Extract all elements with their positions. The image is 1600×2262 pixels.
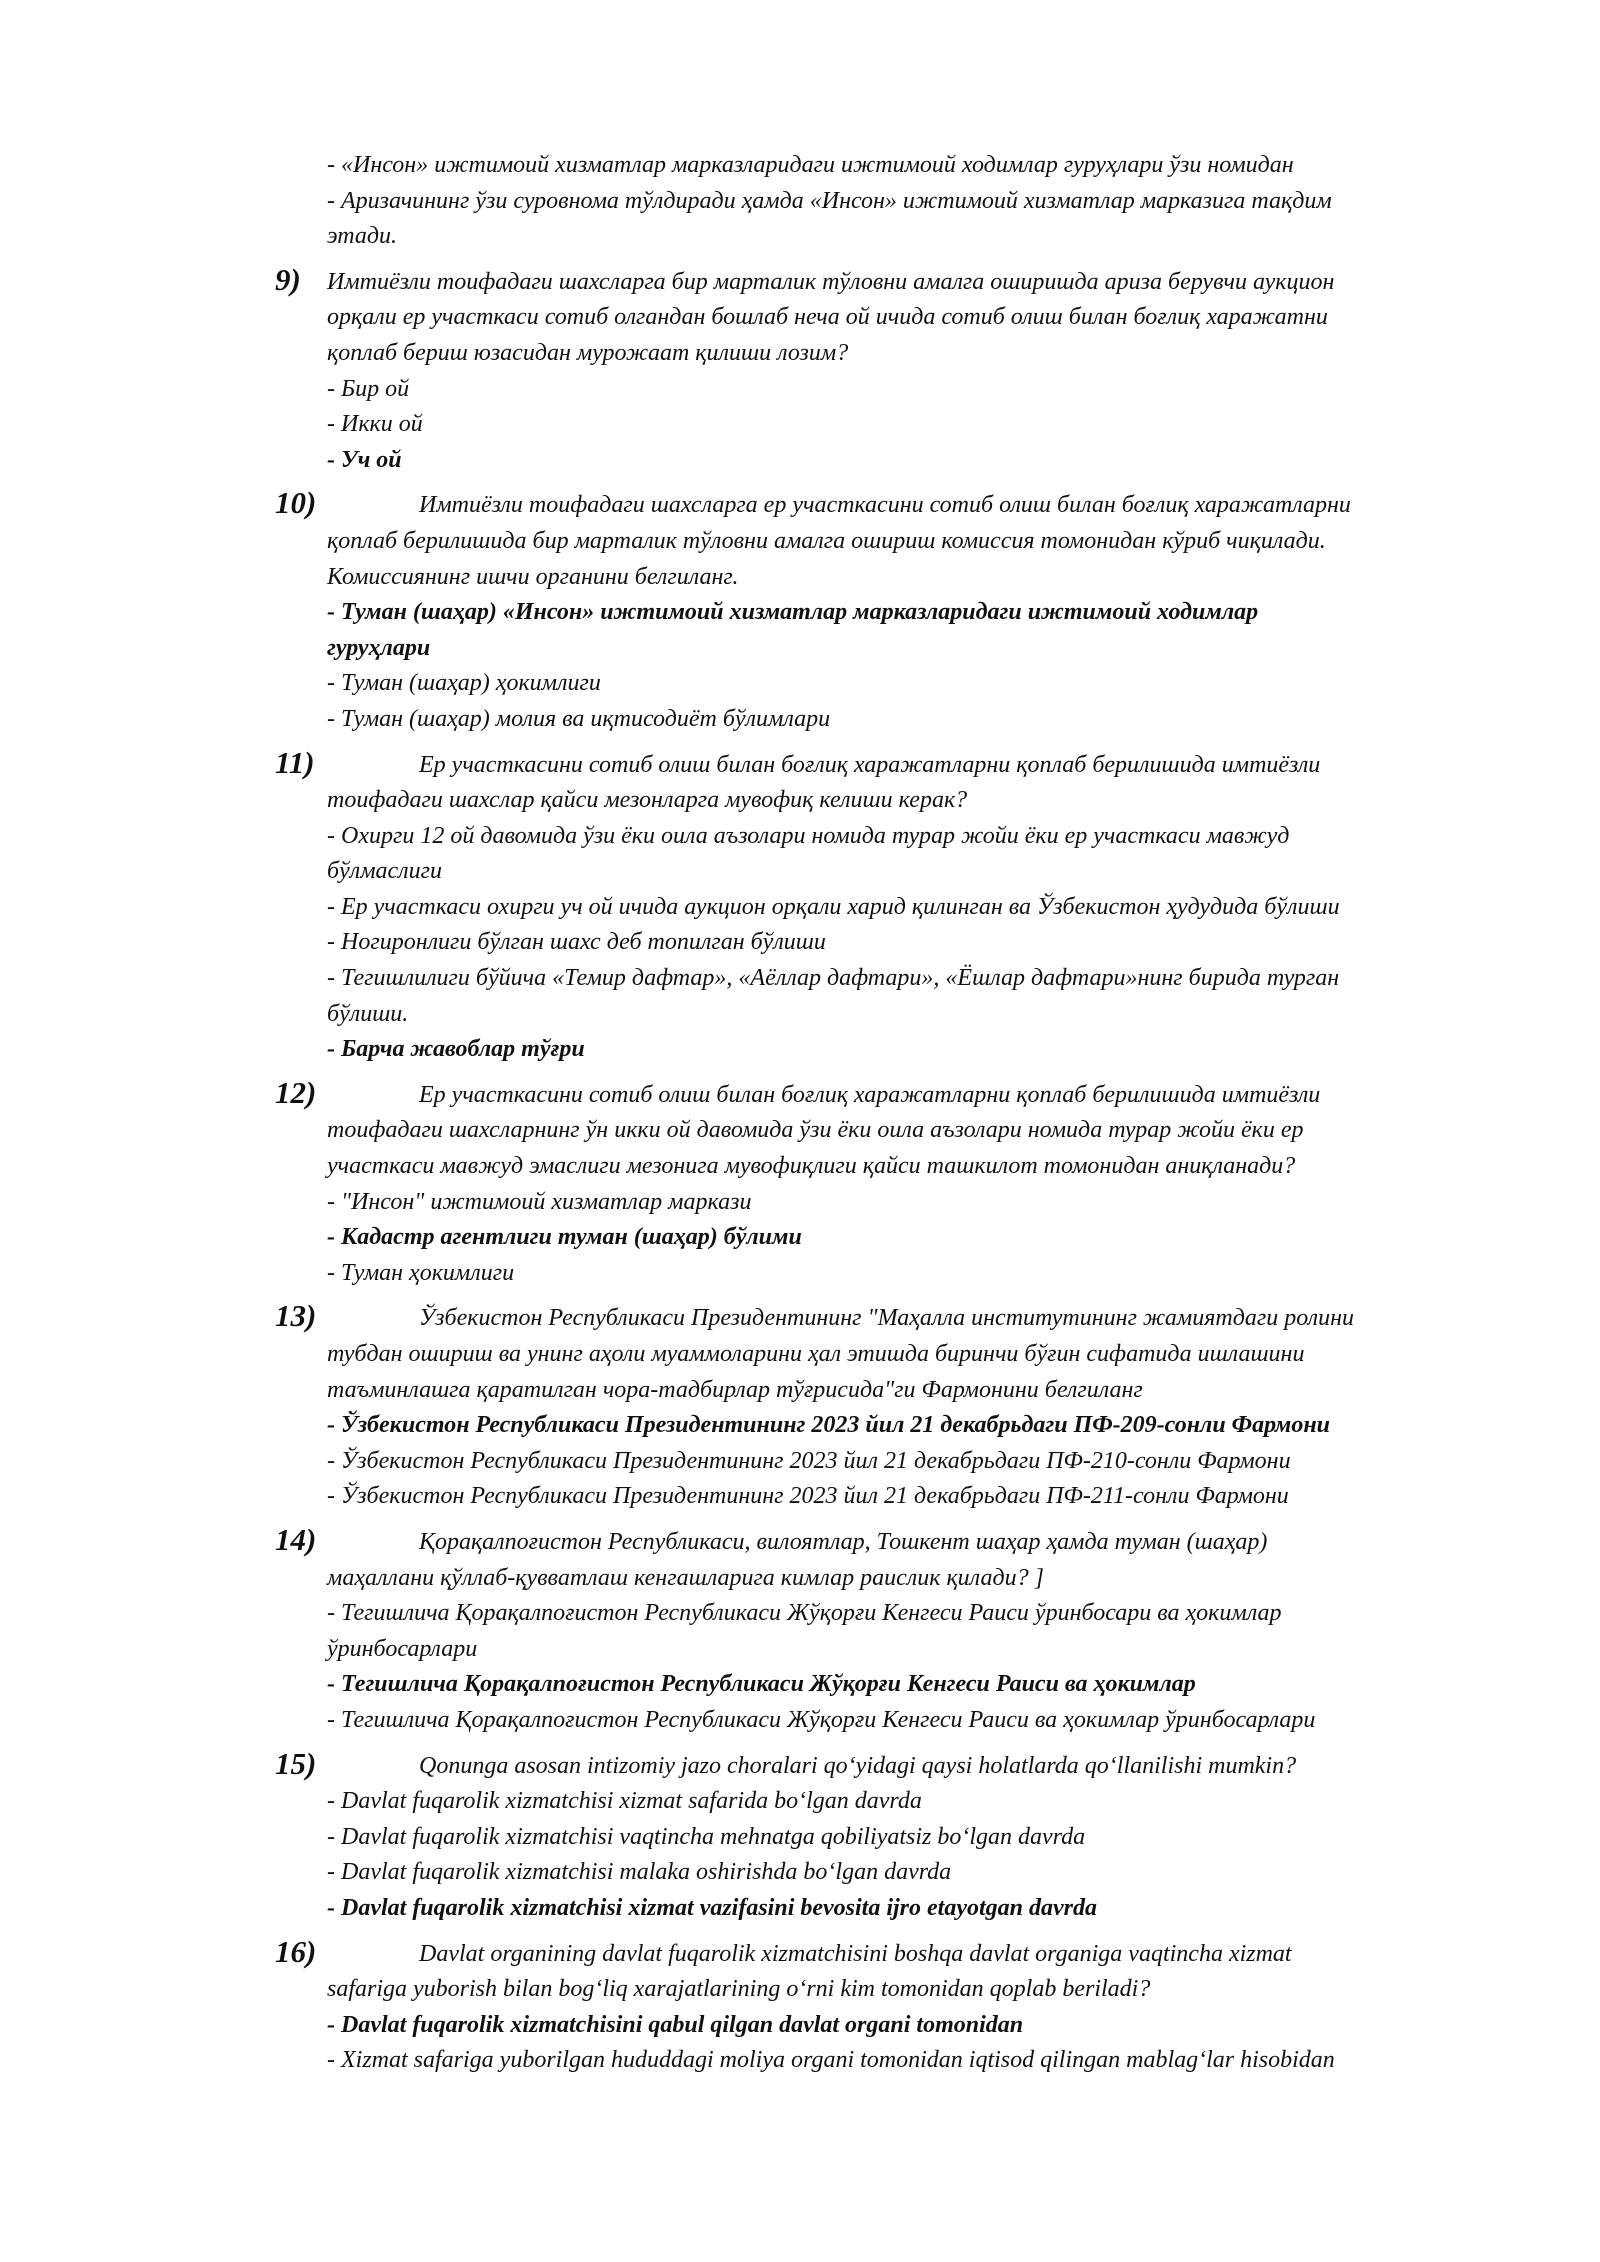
correct-answer-line: - Davlat fuqarolik xizmatchisi xizmat vazifasini bevosita ijro etayotgan davrda	[327, 1894, 1098, 1921]
answer-line: - Туман ҳокимлиги	[327, 1259, 515, 1286]
answer-line: Комиссиянинг ишчи органини белгиланг.	[327, 563, 739, 590]
answer-line: - Xizmat safariga yuborilgan hududdagi moliya organi tomonidan iqtisod qilingan mablagʻlar hisobidan	[327, 2047, 1335, 2074]
question-text: Ўзбекистон Республикаси Президентининг "Маҳалла институтининг жамиятдаги ролини	[419, 1305, 1355, 1332]
answer-line: таъминлашга қаратилган чора-тадбирлар тўғрисида"ги Фармонини белгиланг	[327, 1376, 1143, 1403]
correct-answer-line: - Туман (шаҳар) «Инсон» ижтимоий хизматлар марказларидаги ижтимоий ходимлар	[327, 599, 1259, 626]
answer-line: - Бир ой	[327, 375, 410, 402]
text-line: - Аризачининг ўзи суровнома тўлдиради ҳамда «Инсон» ижтимоий хизматлар марказига тақдим	[327, 187, 1332, 214]
answer-line: бўлиши.	[327, 1000, 409, 1027]
question-number: 13)	[275, 1298, 317, 1334]
answer-line: қоплаб берилишида бир марталик тўловни амалга ошириш комиссия томонидан кўриб чиқилади.	[327, 527, 1326, 554]
question-text: Ер участкасини сотиб олиш билан боғлиқ харажатларни қоплаб берилишида имтиёзли	[419, 1081, 1321, 1108]
answer-line: - Туман (шаҳар) молия ва иқтисодиёт бўлимлари	[327, 705, 831, 732]
question-number: 10)	[275, 485, 317, 521]
answer-line: тоифадаги шахслар қайси мезонларга мувофиқ келиши керак?	[327, 787, 968, 814]
question-number: 12)	[275, 1074, 317, 1110]
answer-line: - Тегишлича Қорақалпоғистон Республикаси Жўқорғи Кенгеси Раиси ва ҳокимлар ўринбосарлари	[327, 1706, 1316, 1733]
question-list	[0, 261, 1600, 2079]
answer-line: - Икки ой	[327, 411, 423, 438]
answer-line: тубдан ошириш ва унинг аҳоли муаммоларини ҳал этишда биринчи бўғин сифатида ишлашини	[327, 1341, 1305, 1367]
answer-line: қоплаб бериш юзасидан мурожаат қилиши лозим?	[327, 339, 849, 366]
question-text: Имтиёзли тоифадаги шахсларга бир марталик тўловни амалга оширишда ариза берувчи аукцион	[327, 268, 1335, 295]
correct-answer-line: - Тегишлича Қорақалпоғистон Республикаси Жўқорғи Кенгеси Раиси ва ҳокимлар	[327, 1671, 1196, 1698]
question-text: Имтиёзли тоифадаги шахсларга ер участкасини сотиб олиш билан боғлиқ харажатларни	[419, 492, 1351, 519]
answer-line: - "Инсон" ижтимоий хизматлар маркази	[327, 1188, 752, 1215]
question-block	[0, 1745, 1600, 1927]
question-number: 14)	[275, 1521, 317, 1557]
document-content	[0, 148, 1600, 2079]
question-block	[0, 1298, 1600, 1515]
answer-line: - Ўзбекистон Республикаси Президентининг 2023 йил 21 декабрьдаги ПФ-210-сонли Фармони	[327, 1447, 1291, 1474]
question-number: 15)	[275, 1745, 317, 1781]
correct-answer-line: - Барча жавоблар тўғри	[327, 1036, 585, 1063]
answer-line: - Тегишлилиги бўйича «Темир дафтар», «Аёллар дафтари», «Ёшлар дафтари»нинг бирида турган	[327, 965, 1340, 992]
answer-line: safariga yuborish bilan bogʻliq xarajatlarining oʻrni kim tomonidan qoplab beriladi?	[327, 1976, 1151, 2003]
correct-answer-line: - Уч ой	[327, 446, 402, 473]
answer-line: - Davlat fuqarolik xizmatchisi vaqtincha mehnatga qobiliyatsiz boʻlgan davrda	[327, 1823, 1086, 1850]
answer-line: ўринбосарлари	[327, 1635, 478, 1662]
correct-answer-line: - Кадастр агентлиги туман (шаҳар) бўлими	[327, 1224, 802, 1251]
answer-line: - Davlat fuqarolik xizmatchisi malaka oshirishda boʻlgan davrda	[327, 1859, 952, 1886]
answer-line: - Ногиронлиги бўлган шахс деб топилган бўлиши	[327, 929, 826, 956]
answer-line: участкаси мавжуд эмаслиги мезонига мувофиқлиги қайси ташкилот томонидан аниқланади?	[327, 1153, 1296, 1180]
question-block	[0, 485, 1600, 737]
question-text: Қорақалпоғистон Республикаси, вилоятлар, Тошкент шаҳар ҳамда туман (шаҳар)	[419, 1528, 1268, 1555]
answer-line: - Davlat fuqarolik xizmatchisi xizmat safarida boʻlgan davrda	[327, 1788, 922, 1815]
answer-line: орқали ер участкаси сотиб олгандан бошлаб неча ой ичида сотиб олиш билан боғлиқ харажатни	[327, 304, 1328, 331]
intro-answers	[0, 148, 1600, 255]
question-number: 11)	[275, 744, 315, 780]
text-line: этади.	[327, 223, 398, 250]
text-line: - «Инсон» ижтимоий хизматлар марказларидаги ижтимоий ходимлар гуруҳлари ўзи номидан	[327, 152, 1294, 178]
question-block	[0, 1074, 1600, 1292]
answer-line: - Ўзбекистон Республикаси Президентининг 2023 йил 21 декабрьдаги ПФ-211-сонли Фармони	[327, 1483, 1289, 1510]
correct-answer-line: - Davlat fuqarolik xizmatchisini qabul qilgan davlat organi tomonidan	[327, 2011, 1024, 2038]
question-text: Qonunga asosan intizomiy jazo choralari qoʻyidagi qaysi holatlarda qoʻllanilishi mumkin?	[419, 1752, 1297, 1779]
question-block	[0, 744, 1600, 1068]
answer-line: - Туман (шаҳар) ҳокимлиги	[327, 670, 601, 697]
question-text: Ер участкасини сотиб олиш билан боғлиқ харажатларни қоплаб берилишида имтиёзли	[419, 751, 1321, 778]
question-block	[0, 1933, 1600, 2079]
question-block	[0, 261, 1600, 479]
answer-line: - Охирги 12 ой давомида ўзи ёки оила аъзолари номида турар жойи ёки ер участкаси мавжуд	[327, 822, 1290, 849]
answer-line: - Тегишлича Қорақалпоғистон Республикаси Жўқорғи Кенгеси Раиси ўринбосари ва ҳокимлар	[327, 1600, 1282, 1627]
answer-line: тоифадаги шахсларнинг ўн икки ой давомида ўзи ёки оила аъзолари номида турар жойи ёки ер	[327, 1117, 1304, 1144]
question-number: 16)	[275, 1933, 317, 1969]
correct-answer-line: - Ўзбекистон Республикаси Президентининг 2023 йил 21 декабрьдаги ПФ-209-сонли Фармони	[327, 1412, 1330, 1439]
question-block	[0, 1521, 1600, 1739]
correct-answer-line: гуруҳлари	[327, 634, 431, 661]
answer-line: маҳаллани қўллаб-қувватлаш кенгашларига кимлар раислик қилади? ]	[327, 1564, 1044, 1591]
answer-line: бўлмаслиги	[327, 858, 442, 885]
question-text: Davlat organining davlat fuqarolik xizmatchisini boshqa davlat organiga vaqtincha xizmat	[419, 1940, 1292, 1967]
question-number: 9)	[275, 261, 301, 297]
answer-line: - Ер участкаси охирги уч ой ичида аукцион орқали харид қилинган ва Ўзбекистон ҳудудида бўлиши	[327, 893, 1340, 920]
